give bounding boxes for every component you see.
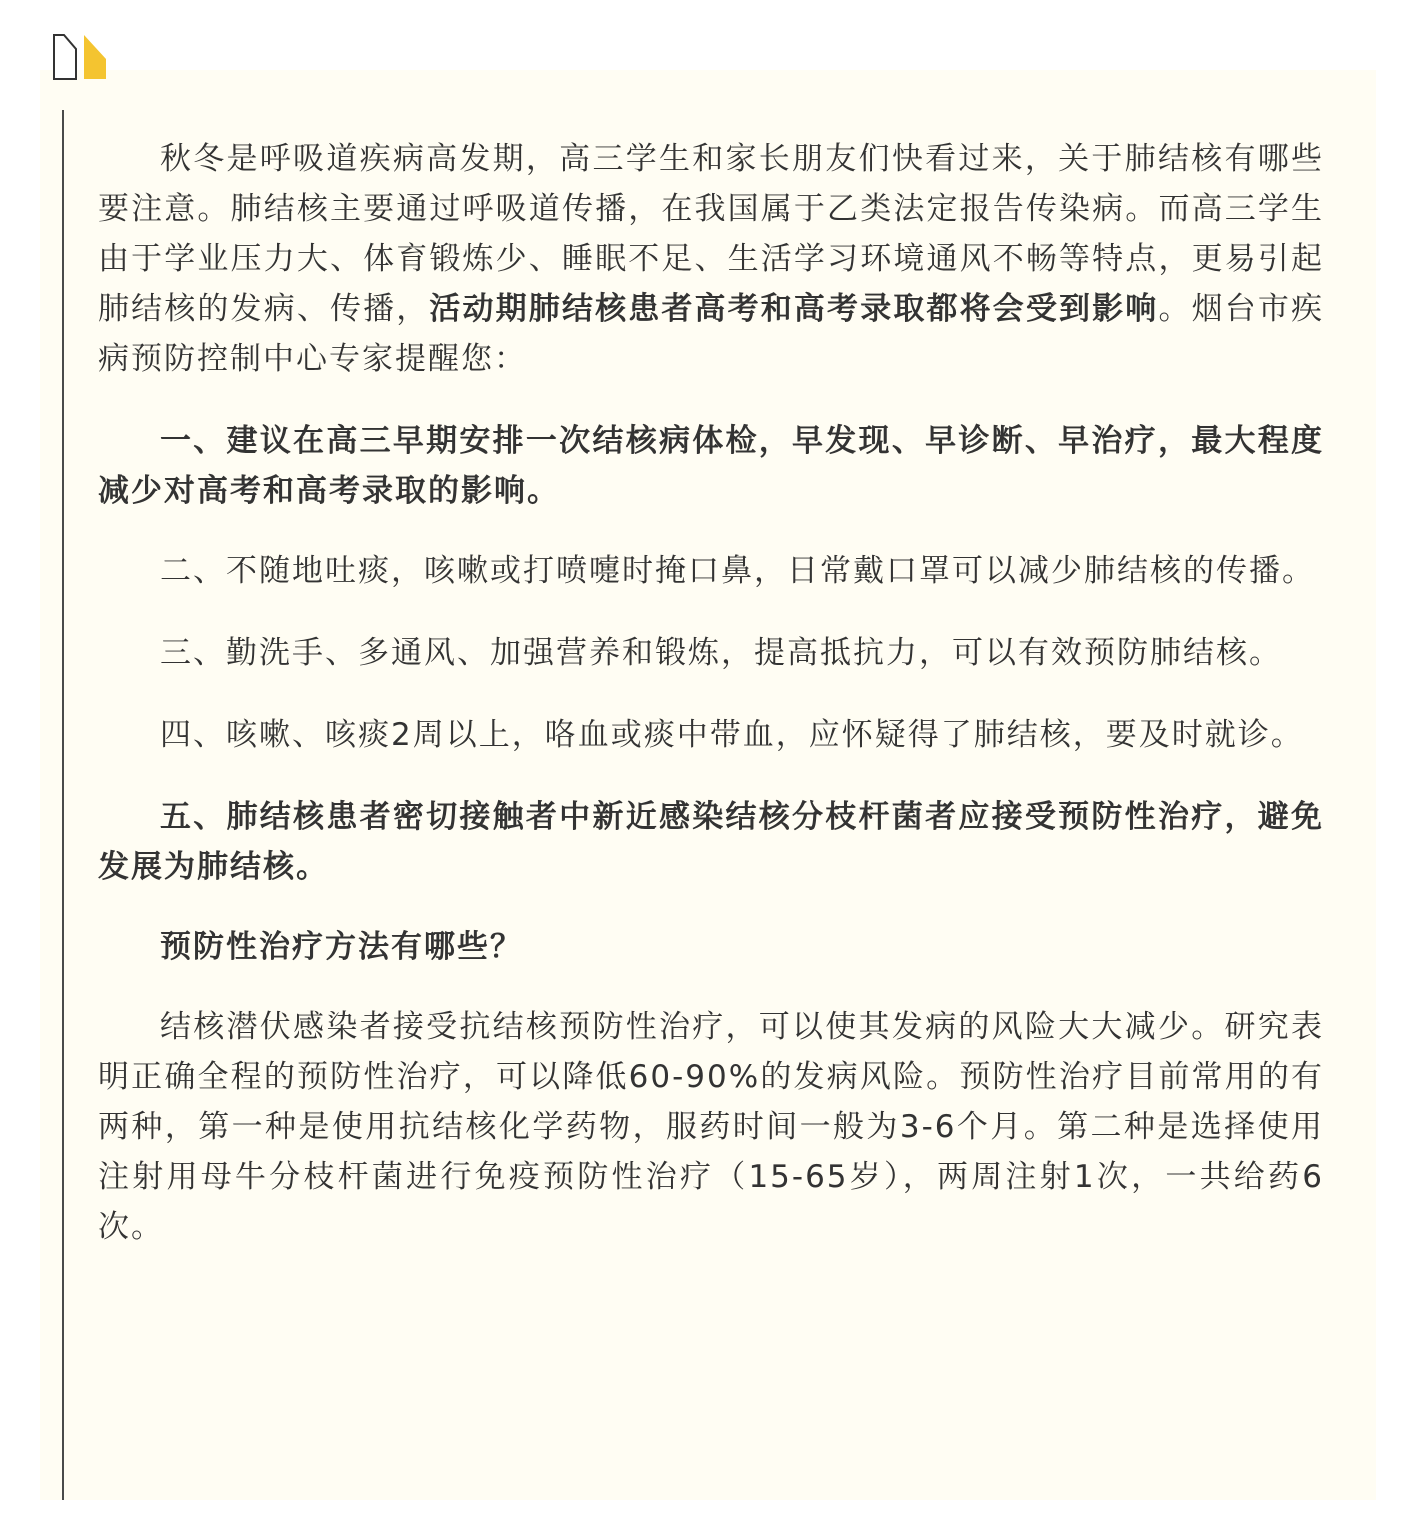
- point-2: 二、不随地吐痰，咳嗽或打喷嚏时掩口鼻，日常戴口罩可以减少肺结核的传播。: [160, 553, 1315, 589]
- intro-paragraph: [98, 134, 1324, 384]
- point-4: 四、咳嗽、咳痰2周以上，咯血或痰中带血，应怀疑得了肺结核，要及时就诊。: [160, 717, 1304, 753]
- point-1: 一、建议在高三早期安排一次结核病体检，早发现、早诊断、早治疗，最大程度减少对高考和高考录取的影响。: [98, 423, 1324, 509]
- treatment-paragraph: 结核潜伏感染者接受抗结核预防性治疗，可以使其发病的风险大大减少。研究表明正确全程的预防性治疗，可以降低60-90%的发病风险。预防性治疗目前常用的有两种，第一种是使用抗结核化学药物，服药时间一般为3-6个月。第二种是选择使用注射用母牛分枝杆菌进行免疫预防性治疗（15-65岁），两周注射1次，一共给药6次。: [98, 1009, 1324, 1245]
- point-5: 五、肺结核患者密切接触者中新近感染结核分枝杆菌者应接受预防性治疗，避免发展为肺结核。: [98, 799, 1324, 885]
- left-border-line: [62, 110, 64, 1500]
- subheading: 预防性治疗方法有哪些？: [160, 929, 523, 965]
- intro-text: 秋冬是呼吸道疾病高发期，高三学生和家长朋友们快看过来，关于肺结核有哪些要注意。肺结核主要通过呼吸道传播，在我国属于乙类法定报告传染病。而高三学生由于学业压力大、体育锻炼少、睡眠不足、生活学习环境通风不畅等特点，更易引起肺结核的发病、传播，: [98, 141, 1324, 327]
- folded-corner-icon: [52, 33, 108, 81]
- intro-text-end: 。烟台市疾病预防控制中心专家提醒您：: [98, 291, 1325, 377]
- intro-emphasis: 活动期肺结核患者高考和高考录取都将会受到影响: [429, 291, 1159, 327]
- article-body: [98, 134, 1324, 1284]
- point-3: 三、勤洗手、多通风、加强营养和锻炼，提高抵抗力，可以有效预防肺结核。: [160, 635, 1282, 671]
